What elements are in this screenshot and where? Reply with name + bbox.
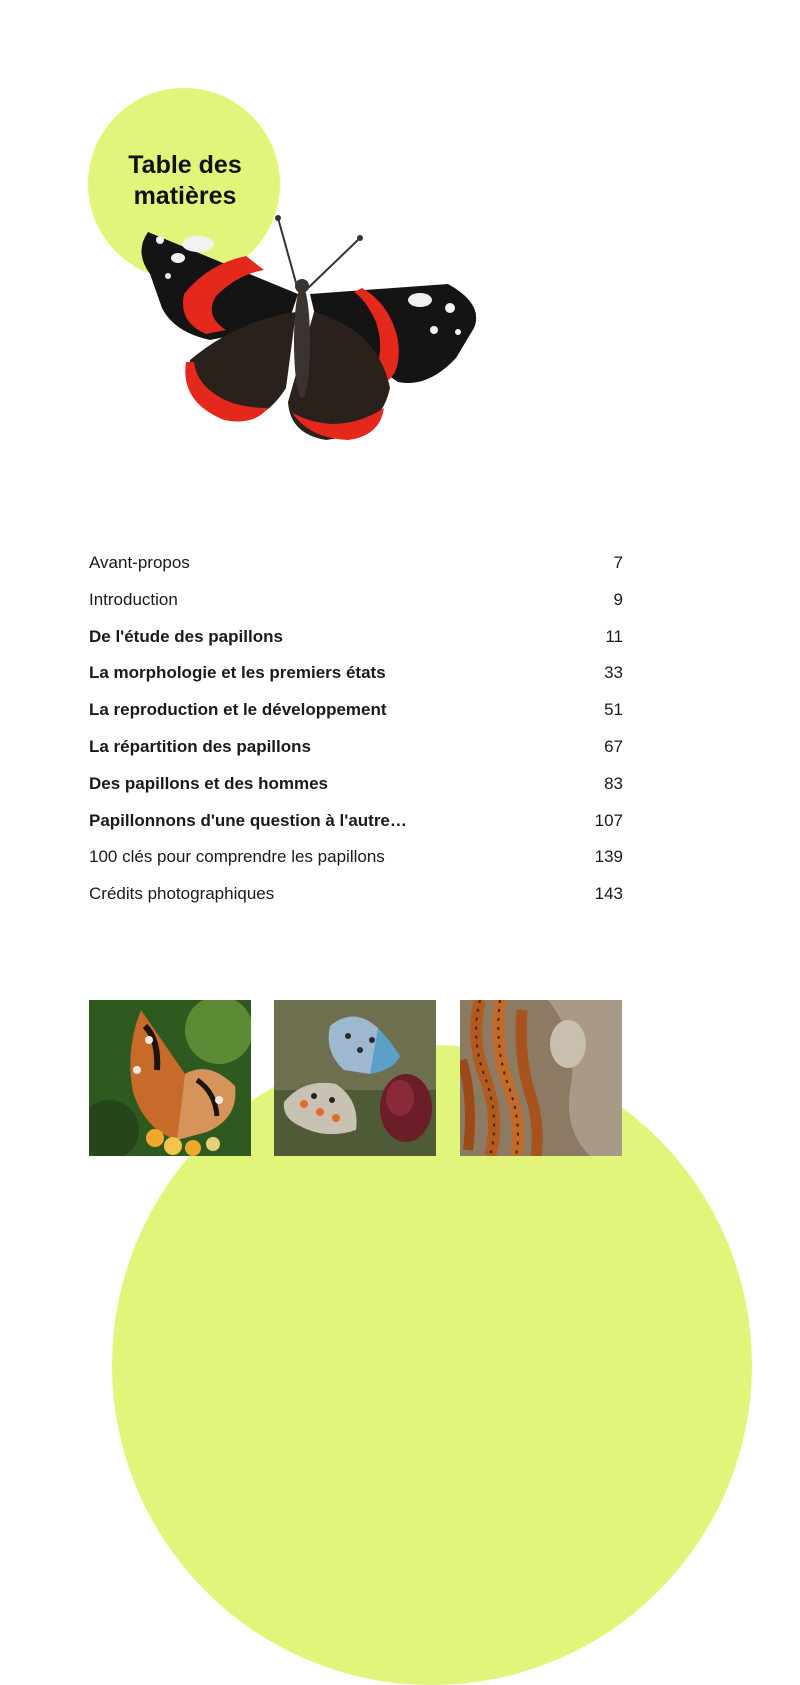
toc-entry-label: Introduction	[89, 589, 178, 609]
toc-entry[interactable]	[89, 545, 623, 582]
toc-entry-page: 83	[604, 773, 623, 793]
toc-entry-label: 100 clés pour comprendre les papillons	[89, 847, 385, 867]
toc-entry-page: 9	[613, 589, 623, 609]
painted-lady-photo	[89, 1000, 251, 1156]
toc-entry[interactable]	[89, 619, 623, 656]
toc-entry-label: La répartition des papillons	[89, 736, 311, 756]
toc-entry[interactable]	[89, 876, 623, 913]
toc-entry-page: 51	[604, 700, 623, 720]
toc-entry[interactable]	[89, 839, 623, 876]
red-admiral-butterfly-image	[128, 212, 488, 452]
toc-entry[interactable]	[89, 803, 623, 840]
toc-entry-page: 139	[594, 847, 623, 867]
toc-entry-label: Crédits photographiques	[89, 884, 275, 904]
caterpillars-photo	[460, 1000, 622, 1156]
toc-entry-page: 7	[613, 553, 623, 572]
toc-entry-page: 107	[594, 810, 623, 830]
toc-entry-label: De l'étude des papillons	[89, 626, 283, 646]
toc-entry[interactable]	[89, 655, 623, 692]
blue-butterflies-photo	[274, 1000, 436, 1156]
page-title: Table des matières	[128, 151, 242, 210]
toc-entry-label: La reproduction et le développement	[89, 700, 387, 720]
toc-entry-page: 143	[594, 884, 623, 904]
toc-entry-label: La morphologie et les premiers états	[89, 663, 386, 683]
toc-entry[interactable]	[89, 729, 623, 766]
table-of-contents	[89, 545, 623, 913]
toc-entry-label: Des papillons et des hommes	[89, 773, 329, 793]
toc-entry[interactable]	[89, 692, 623, 729]
toc-entry-page: 67	[604, 736, 623, 756]
toc-entry-label: Avant-propos	[89, 553, 190, 572]
toc-entry[interactable]	[89, 766, 623, 803]
toc-entry-page: 33	[604, 663, 623, 683]
toc-entry-page: 11	[605, 626, 623, 646]
toc-entry-label: Papillonnons d'une question à l'autre…	[89, 810, 407, 830]
toc-entry[interactable]	[89, 582, 623, 619]
